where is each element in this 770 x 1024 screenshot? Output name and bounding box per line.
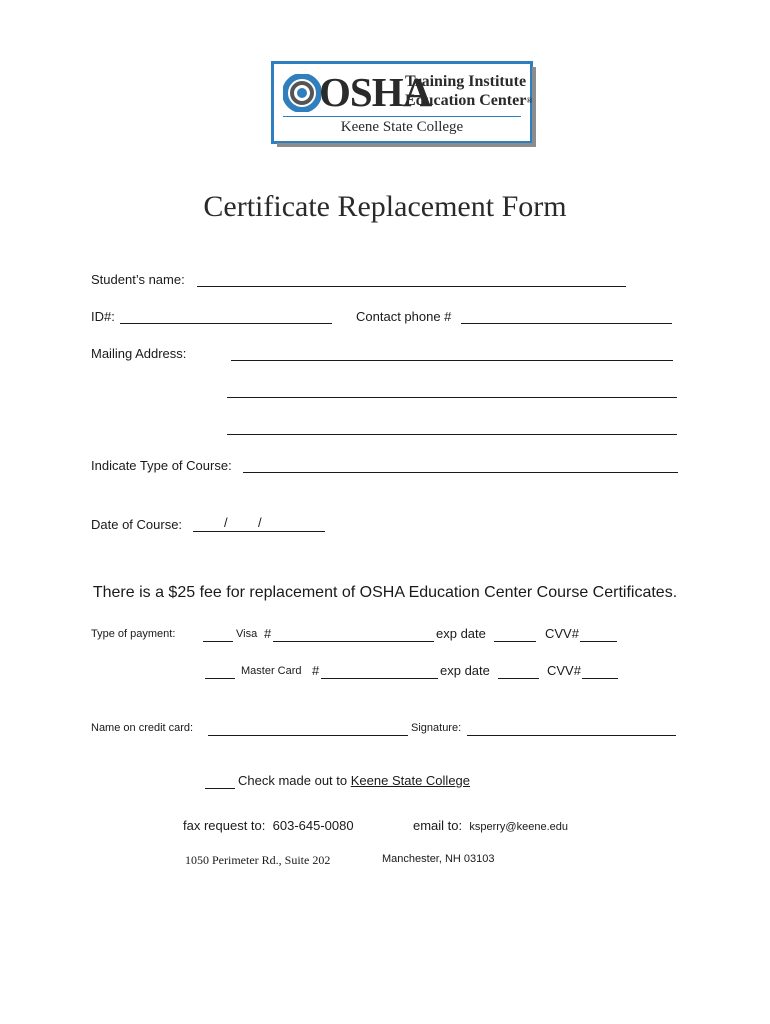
- logo-divider: [283, 116, 521, 117]
- visa-number-field[interactable]: [273, 641, 434, 642]
- mastercard-number-field[interactable]: [321, 678, 438, 679]
- email-label: email to:: [413, 818, 463, 833]
- fax-label: fax request to:: [183, 818, 266, 833]
- visa-checkbox-line[interactable]: [203, 641, 233, 642]
- signature-field[interactable]: [467, 735, 676, 736]
- logo-osha-word: OSHA: [319, 69, 432, 115]
- course-type-label: Indicate Type of Course:: [91, 458, 232, 473]
- date-of-course-field[interactable]: [193, 531, 325, 532]
- check-payee: Keene State College: [350, 773, 471, 788]
- mailing-address-line-1[interactable]: [231, 360, 673, 361]
- date-of-course-label: Date of Course:: [91, 517, 183, 532]
- form-title: Certificate Replacement Form: [203, 190, 567, 223]
- city-address: Manchester, NH 03103: [382, 853, 495, 865]
- email-line: [413, 818, 568, 833]
- logo-line-1: Training Institute: [405, 73, 527, 90]
- course-type-field[interactable]: [243, 472, 678, 473]
- visa-exp-date-label: exp date: [436, 626, 486, 641]
- visa-number-hash: #: [264, 626, 272, 641]
- signature-label: Signature:: [411, 722, 462, 734]
- check-checkbox-line[interactable]: [205, 788, 235, 789]
- students-name-field[interactable]: [197, 286, 626, 287]
- mailing-address-line-3[interactable]: [227, 434, 677, 435]
- fax-line: [183, 818, 354, 833]
- mailing-address-line-2[interactable]: [227, 397, 677, 398]
- mailing-address-label: Mailing Address:: [91, 346, 187, 361]
- visa-cvv-field[interactable]: [580, 641, 617, 642]
- payment-type-label: Type of payment:: [91, 628, 176, 640]
- email-address[interactable]: ksperry@keene.edu: [469, 821, 568, 833]
- date-separator-2: /: [258, 515, 262, 530]
- mastercard-cvv-field[interactable]: [582, 678, 618, 679]
- osha-logo: [271, 61, 533, 144]
- fax-number: 603-645-0080: [272, 818, 354, 833]
- date-separator-1: /: [224, 515, 228, 530]
- name-on-card-field[interactable]: [208, 735, 408, 736]
- street-address: 1050 Perimeter Rd., Suite 202: [185, 853, 331, 867]
- check-text: Check made out to Keene State College: [238, 773, 471, 788]
- mastercard-label: Master Card: [241, 665, 302, 677]
- mastercard-exp-date-label: exp date: [440, 663, 490, 678]
- visa-label: Visa: [236, 628, 258, 640]
- students-name-label: Student’s name:: [91, 272, 185, 287]
- mastercard-checkbox-line[interactable]: [205, 678, 235, 679]
- fee-notice: There is a $25 fee for replacement of OSHA Education Center Course Certificates.: [92, 584, 678, 601]
- id-label: ID#:: [91, 309, 115, 324]
- id-field[interactable]: [120, 323, 332, 324]
- mastercard-number-hash: #: [312, 663, 320, 678]
- logo-line-2: Education Center®: [405, 92, 533, 109]
- osha-globe-icon: [283, 74, 321, 112]
- name-on-card-label: Name on credit card:: [91, 722, 194, 734]
- visa-exp-date-field[interactable]: [494, 641, 536, 642]
- contact-phone-field[interactable]: [461, 323, 672, 324]
- mastercard-exp-date-field[interactable]: [498, 678, 539, 679]
- contact-phone-label: Contact phone #: [356, 309, 452, 324]
- visa-cvv-label: CVV#: [545, 626, 579, 641]
- logo-college: Keene State College: [340, 119, 464, 135]
- mastercard-cvv-label: CVV#: [547, 663, 581, 678]
